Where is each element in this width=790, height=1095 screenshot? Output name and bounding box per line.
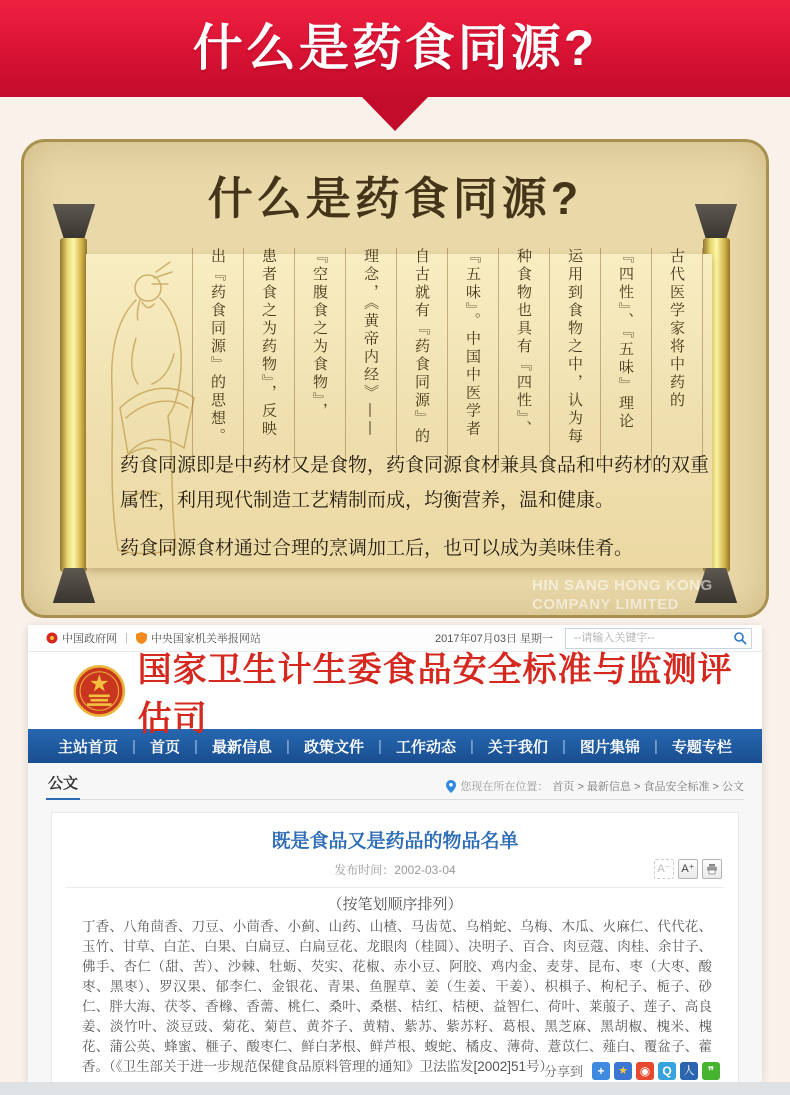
share-plus-icon[interactable]: +	[592, 1062, 610, 1080]
font-larger-button[interactable]: A⁺	[678, 859, 698, 879]
national-emblem-icon	[73, 663, 126, 719]
bottom-strip	[0, 1082, 790, 1095]
banner-pointer-triangle	[362, 97, 428, 131]
calligraphy-column: 运用到食物之中，认为每	[549, 248, 600, 468]
site-content	[28, 763, 762, 1082]
print-icon	[706, 863, 718, 875]
nav-item-photo-gallery[interactable]: 图片集锦	[579, 738, 640, 756]
print-button[interactable]	[702, 859, 722, 879]
nav-separator: |	[286, 737, 290, 755]
share-wechat-icon[interactable]: ❞	[702, 1062, 720, 1080]
government-website-screenshot	[28, 625, 762, 1082]
article-meta-row	[52, 859, 738, 881]
topbar-separator: |	[125, 632, 128, 644]
calligraphy-column: 古代医学家将中药的	[651, 248, 702, 468]
article-box	[51, 812, 739, 1082]
font-tools	[654, 859, 722, 879]
calligraphy-column: 『四性』、『五味』理论	[600, 248, 651, 468]
nav-item-home[interactable]: 首页	[149, 738, 180, 756]
publish-date: 发布时间：2002-03-04	[334, 863, 456, 877]
calligraphy-columns	[202, 248, 703, 468]
scroll-roller-cap-bottom-left	[51, 568, 97, 603]
share-qq-icon[interactable]: Q	[658, 1062, 676, 1080]
nav-separator: |	[653, 737, 658, 755]
calligraphy-column: 自古就有『药食同源』的	[396, 248, 447, 468]
breadcrumb	[446, 778, 744, 799]
calligraphy-column: 『五味』。中国中医学者	[447, 248, 498, 468]
calligraphy-column: 理念，《黄帝内经》——	[345, 248, 396, 468]
share-qzone-icon[interactable]: ★	[614, 1062, 632, 1080]
site-date: 2017年07月03日 星期一	[435, 633, 553, 645]
nav-separator: |	[561, 737, 566, 755]
top-banner	[0, 0, 790, 97]
site-title: 国家卫生计生委食品安全标准与监测评估司	[137, 650, 733, 738]
scroll-paragraph-1: 药食同源即是中药材又是食物，药食同源食材兼具食品和中药材的双重属性，利用现代制造工艺精制而成，均衡营养，温和健康。	[120, 455, 710, 511]
company-watermark: HIN SANG HONG KONG COMPANY LIMITED	[532, 577, 713, 613]
calligraphy-column: 出『药食同源』的思想。	[192, 248, 243, 468]
share-label: 分享到	[543, 1064, 583, 1079]
nav-item-policy-docs[interactable]: 政策文件	[303, 738, 364, 756]
nav-item-latest-info[interactable]: 最新信息	[211, 738, 272, 756]
site-header	[28, 650, 762, 738]
article-body: 丁香、八角茴香、刀豆、小茴香、小蓟、山药、山楂、马齿苋、乌梢蛇、乌梅、木瓜、火麻仁、代代花、玉竹、甘草、白芷、白果、白扁豆、白扁豆花、龙眼肉（桂圆）、决明子、百合、肉豆蔻、肉桂、余甘子、佛手、杏仁（甜、苦）、沙棘、牡蛎、芡实、花椒、赤小豆、阿胶、鸡内金、麦芽、昆布、枣（大枣、酸枣、黑枣）、罗汉果、郁李仁、金银花、青果、鱼腥草、姜（生姜、干姜）、枳椇子、枸杞子、栀子、砂仁、胖大海、茯苓、香橼、香薷、桃仁、桑叶、桑椹、桔红、桔梗、益智仁、荷叶、莱菔子、莲子、高良姜、淡竹叶、淡豆豉、菊花、菊苣、黄芥子、黄精、紫苏、紫苏籽、葛根、黑芝麻、黑胡椒、槐米、槐花、蒲公英、蜂蜜、榧子、酸枣仁、鲜白茅根、鲜芦根、蝮蛇、橘皮、薄荷、薏苡仁、薤白、覆盆子、藿香。（《卫生部关于进一步规范保健食品原料管理的通知》卫法监发[2002]51号）	[82, 919, 712, 1074]
banner-title: 什么是药食同源?	[192, 20, 598, 76]
calligraphy-column: 患者食之为药物』，反映	[243, 248, 294, 468]
article-title: 既是食品又是药品的物品名单	[271, 831, 519, 852]
section-row	[46, 763, 744, 800]
gov-portal-link[interactable]: 中国政府网	[62, 633, 117, 645]
nav-separator: |	[194, 737, 198, 755]
breadcrumb-label: 您现在所在位置：	[460, 781, 549, 793]
report-site-link[interactable]: 中央国家机关举报网站	[150, 633, 261, 645]
nav-separator: |	[378, 737, 382, 755]
share-weibo-icon[interactable]: ◉	[636, 1062, 654, 1080]
share-row	[544, 1061, 720, 1080]
scroll-roller-left	[60, 238, 87, 572]
nav-item-main-home[interactable]: 主站首页	[58, 738, 119, 756]
nav-item-special-topics[interactable]: 专题专栏	[671, 738, 732, 756]
gov-emblem-mini-icon	[46, 632, 58, 644]
nav-separator: |	[132, 737, 136, 755]
location-pin-icon	[446, 780, 456, 793]
scroll-paragraph-2: 药食同源食材通过合理的烹调加工后，也可以成为美味佳肴。	[120, 538, 634, 559]
share-renren-icon[interactable]: 人	[680, 1062, 698, 1080]
section-title: 公文	[46, 772, 80, 800]
article-divider	[66, 887, 724, 888]
nav-item-work-news[interactable]: 工作动态	[395, 738, 456, 756]
scroll-description	[120, 448, 712, 566]
scroll-panel	[21, 139, 769, 618]
scroll-title: 什么是药食同源?	[207, 173, 583, 224]
breadcrumb-path[interactable]: 首页 > 最新信息 > 食品安全标准 > 公文	[552, 781, 744, 793]
order-note: （按笔划顺序排列）	[327, 896, 463, 913]
calligraphy-column: 种食物也具有『四性』、	[498, 248, 549, 468]
calligraphy-column: 『空腹食之为食物』，	[294, 248, 345, 468]
font-smaller-button[interactable]: A⁻	[654, 859, 674, 879]
nav-separator: |	[469, 737, 474, 755]
nav-item-about-us[interactable]: 关于我们	[487, 738, 548, 756]
